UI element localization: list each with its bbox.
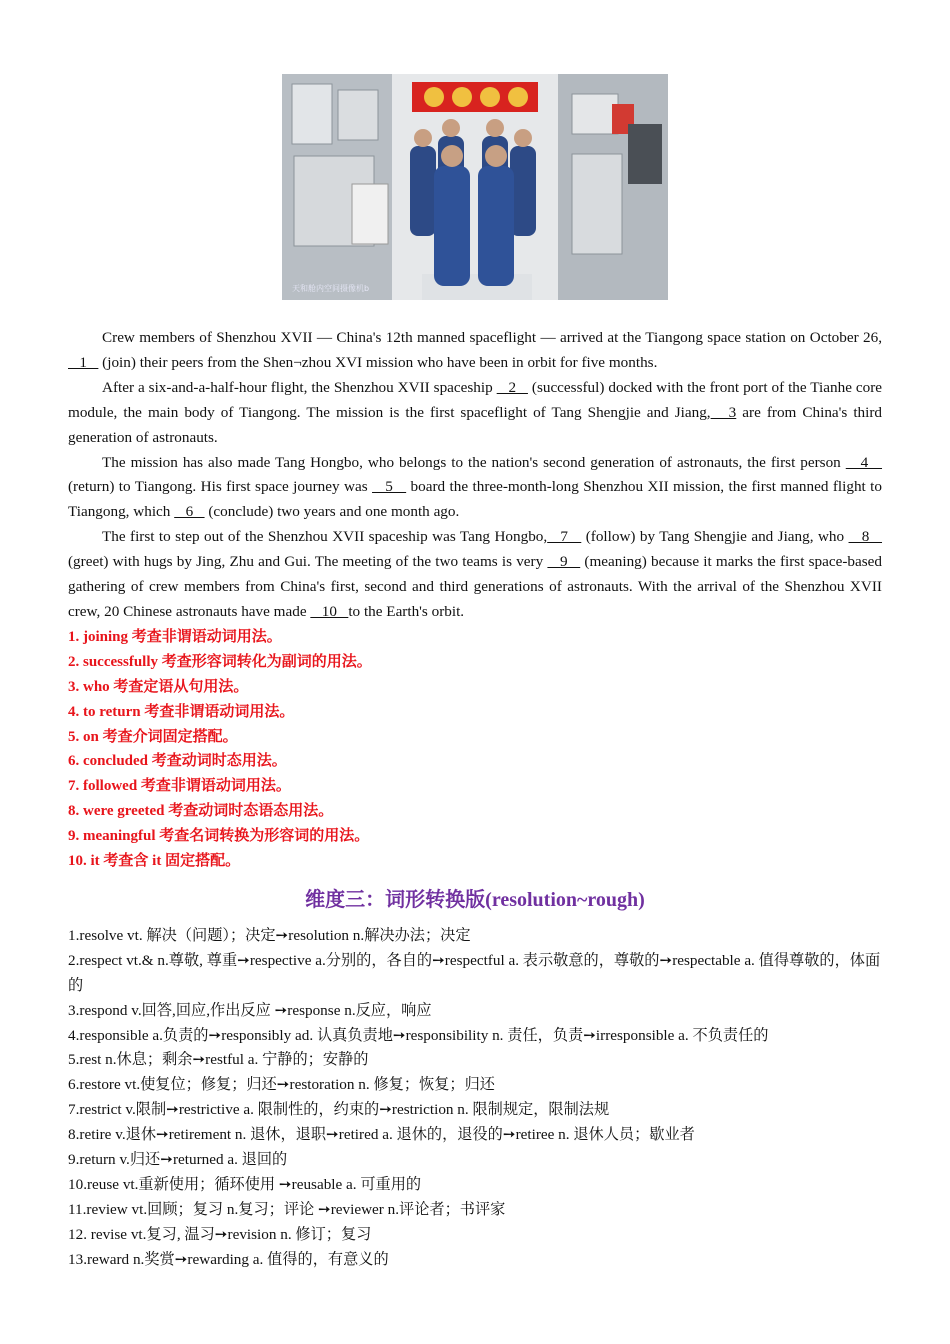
cloze-blank: 5 <box>372 478 407 496</box>
cloze-blank: 4 <box>845 453 883 471</box>
passage-text: (follow) by Tang Shengjie and Jiang, who <box>581 528 849 546</box>
cloze-blank: 8 <box>848 528 883 546</box>
passage-paragraph <box>68 376 882 451</box>
answer-item: 6. concluded 考查动词时态用法。 <box>68 753 287 770</box>
cloze-blank: 3 <box>710 403 737 421</box>
answer-item: 9. meaningful 考查名词转换为形容词的用法。 <box>68 828 370 845</box>
vocab-item: 2.respect vt.& n.尊敬, 尊重➙respective a.分别的，各自的➙respectful a. 表示敬意的，尊敬的➙respectable a. 值得尊敬的，体面的 <box>68 951 881 994</box>
vocab-item: 9.return v.归还➙returned a. 退回的 <box>68 1151 288 1169</box>
vocab-item: 10.reuse vt.重新使用；循环使用 ➙reusable a. 可重用的 <box>68 1176 422 1193</box>
cloze-blank: 1 <box>68 353 99 371</box>
space-station-interior-illustration <box>282 74 668 300</box>
passage-text: (conclude) two years and one month ago. <box>204 503 460 521</box>
astronauts-photo <box>282 74 668 300</box>
passage-text: are from China's third generation of astronauts. <box>68 403 883 446</box>
cloze-blank: 9 <box>547 553 581 571</box>
vocab-item: 5.rest n.休息；剩余➙restful a. 宁静的；安静的 <box>68 1051 369 1069</box>
answer-item: 10. it 考查含 it 固定搭配。 <box>68 853 241 870</box>
passage-text: (meaning) because it marks the first space-based gathering of crew members from China's first, second and third generations of astronauts. With the arrival of the Shenzhou XVII crew, 20 Chinese astronauts have made <box>68 553 883 620</box>
passage-paragraph <box>68 451 882 526</box>
vocab-item: 6.restore vt.使复位；修复；归还➙restoration n. 修复；恢复；归还 <box>68 1076 495 1094</box>
passage-text: (return) to Tiangong. His first space journey was <box>68 478 373 496</box>
vocab-item: 3.respond v.回答,回应,作出反应 ➙response n.反应，响应 <box>68 1001 432 1019</box>
passage-paragraph <box>68 326 882 376</box>
answer-item: 3. who 考查定语从句用法。 <box>68 678 249 695</box>
vocab-item: 13.reward n.奖赏➙rewarding a. 值得的，有意义的 <box>68 1250 389 1268</box>
passage-text: board the three-month-long Shenzhou XII mission, the first manned flight to Tiangong, which <box>68 478 882 521</box>
passage-paragraph <box>68 525 882 625</box>
answer-item: 5. on 考查介词固定搭配。 <box>68 728 238 745</box>
cloze-blank: 6 <box>174 503 205 521</box>
document-page <box>68 74 882 1273</box>
vocab-item: 7.restrict v.限制➙restrictive a. 限制性的，约束的➙restriction n. 限制规定，限制法规 <box>68 1101 610 1119</box>
answer-item: 2. successfully 考查形容词转化为副词的用法。 <box>68 653 372 670</box>
cloze-blank: 10 <box>310 602 349 620</box>
vocab-item: 8.retire v.退休➙retirement n. 退休，退职➙retired a. 退休的，退役的➙retiree n. 退休人员；歇业者 <box>68 1126 695 1144</box>
passage-text: (join) their peers from the Shen¬zhou XVI mission who have been in orbit for five months. <box>98 353 658 371</box>
passage-text: After a six-and-a-half-hour flight, the Shenzhou XVII spaceship <box>102 378 497 396</box>
photo-caption: 天和舱内空间摄像机b <box>292 284 370 293</box>
answer-item: 8. were greeted 考查动词时态语态用法。 <box>68 803 334 820</box>
passage-text: (greet) with hugs by Jing, Zhu and Gui. The meeting of the two teams is very <box>68 553 548 571</box>
passage-text: (successful) docked with the front port of the Tianhe core module, the main body of Tiangong. The mission is the first spaceflight of Tang Shengjie and Jiang, <box>68 378 883 421</box>
answer-item: 7. followed 考查非谓语动词用法。 <box>68 778 291 795</box>
cloze-passage <box>68 326 882 625</box>
passage-text: to the Earth's orbit. <box>348 602 465 620</box>
vocab-item: 12. revise vt.复习, 温习➙revision n. 修订；复习 <box>68 1225 372 1243</box>
cloze-blank: 7 <box>547 528 582 546</box>
vocab-item: 11.review vt.回顾；复习 n.复习；评论 ➙reviewer n.评论者；书评家 <box>68 1200 506 1218</box>
answer-item: 4. to return 考查非谓语动词用法。 <box>68 703 295 720</box>
cloze-blank: 2 <box>496 378 528 396</box>
passage-text: The first to step out of the Shenzhou XVII spaceship was Tang Hongbo, <box>102 528 548 546</box>
passage-text: Crew members of Shenzhou XVII — China's 12th manned spaceflight — arrived at the Tiangong space station on October 26, <box>102 329 882 346</box>
vocabulary-list <box>68 924 882 1273</box>
answer-key <box>68 625 882 874</box>
section-title: 维度三：词形转换版(resolution~rough) <box>305 888 645 911</box>
answer-item: 1. joining 考查非谓语动词用法。 <box>68 628 282 645</box>
vocab-item: 1.resolve vt. 解决（问题）；决定➙resolution n.解决办法；决定 <box>68 926 471 944</box>
vocab-item: 4.responsible a.负责的➙responsibly ad. 认真负责地➙responsibility n. 责任，负责➙irresponsible a. 不负责任的 <box>68 1026 769 1044</box>
passage-text: The mission has also made Tang Hongbo, who belongs to the nation's second generation of astronauts, the first person <box>102 453 846 471</box>
